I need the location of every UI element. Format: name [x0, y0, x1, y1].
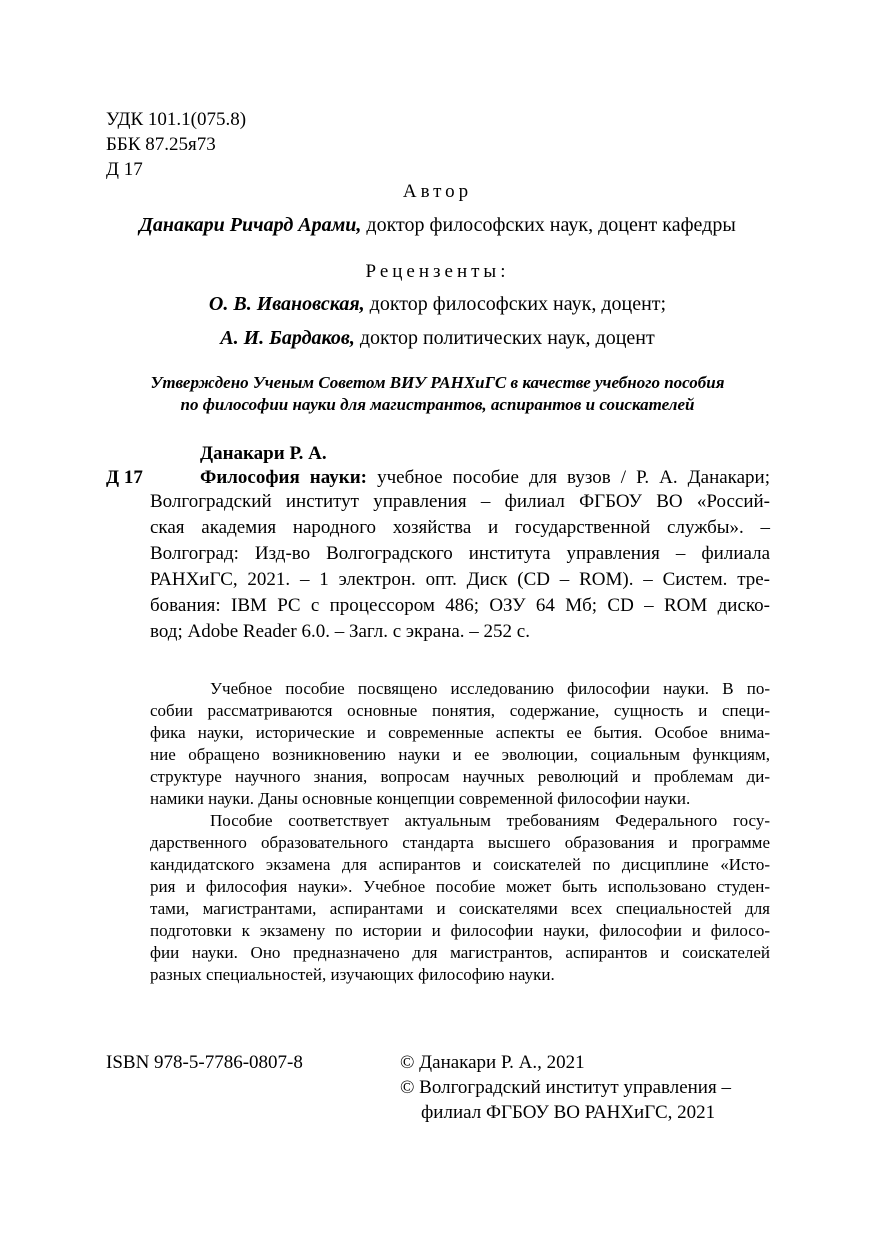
udk-code: УДК 101.1(075.8): [106, 109, 247, 130]
annotation-line: структуре научного знания, вопросам научных революций и проблемам ди-: [150, 767, 770, 786]
bib-line: РАНХиГС, 2021. – 1 электрон. опт. Диск (CD – ROM). – Систем. тре-: [150, 569, 770, 590]
reviewer-line-2: [0, 325, 875, 351]
bib-line: бования: IBM PC с процессором 486; ОЗУ 64 Мб; CD – ROM диско-: [150, 595, 770, 616]
annotation-line: разных специальностей, изучающих философию науки.: [150, 965, 555, 984]
isbn: ISBN 978-5-7786-0807-8: [106, 1052, 303, 1073]
bib-body: [150, 489, 770, 645]
bib-line: ская академия народного хозяйства и государственной службы». –: [150, 517, 770, 538]
reviewer-name-2: А. И. Бардаков,: [220, 327, 355, 349]
reviewer-title-1: доктор философских наук, доцент;: [364, 293, 667, 315]
author-name: Данакари Ричард Арами,: [139, 214, 362, 236]
annotation-line: собии рассматриваются основные понятия, содержание, сущность и специ-: [150, 701, 770, 720]
annotation-paragraph-2: [150, 810, 770, 986]
copyright-institute-line-1: © Волгоградский институт управления –: [400, 1077, 731, 1098]
reviewer-title-2: доктор политических наук, доцент: [354, 327, 655, 349]
copyright-author: © Данакари Р. А., 2021: [400, 1052, 585, 1073]
annotation-line: намики науки. Даны основные концепции современной философии науки.: [150, 789, 691, 808]
bbk-code: ББК 87.25я73: [106, 134, 216, 155]
annotation-line: фии науки. Оно предназначено для магистрантов, аспирантов и соискателей: [150, 943, 770, 962]
bib-code: Д 17: [106, 467, 143, 488]
annotation-line: фика науки, исторические и современные аспекты ее бытия. Особое внима-: [150, 723, 770, 742]
author-mark-code: Д 17: [106, 159, 143, 180]
bib-title: Философия науки:: [200, 467, 368, 488]
annotation-line: кандидатского экзамена для аспирантов и соискателей по дисциплине «Исто-: [150, 855, 770, 874]
annotation-line: Пособие соответствует актуальным требованиям Федерального госу-: [210, 811, 770, 830]
approval-line-1: Утверждено Ученым Советом ВИУ РАНХиГС в качестве учебного пособия: [150, 373, 725, 392]
bib-line: Волгоград: Изд-во Волгоградского института управления – филиала: [150, 543, 770, 564]
reviewer-name-1: О. В. Ивановская,: [208, 293, 365, 315]
author-heading: Автор: [402, 181, 473, 202]
author-line: [0, 212, 875, 238]
annotation-line: тами, магистрантами, аспирантами и соискателями всех специальностей для: [150, 899, 770, 918]
annotation-line: рия и философия науки». Учебное пособие может быть использовано студен-: [150, 877, 770, 896]
annotation-line: дарственного образовательного стандарта высшего образования и программе: [150, 833, 770, 852]
author-title: доктор философских наук, доцент кафедры: [361, 214, 736, 236]
copyright-institute-line-2: филиал ФГБОУ ВО РАНХиГС, 2021: [421, 1102, 716, 1123]
bib-first-line-rest: учебное пособие для вузов / Р. А. Данакари;: [367, 467, 771, 488]
annotation-line: подготовки к экзамену по истории и философии науки, философии и филосо-: [150, 921, 770, 940]
reviewer-line-1: [0, 291, 875, 317]
bib-first-line: [200, 465, 770, 491]
reviewers-heading: Рецензенты:: [365, 261, 510, 282]
annotation-line: ние обращено возникновению науки и ее эволюции, социальным функциям,: [150, 745, 770, 764]
bib-line: Волгоградский институт управления – филиал ФГБОУ ВО «Россий-: [150, 491, 770, 512]
bib-author: Данакари Р. А.: [200, 443, 327, 464]
approval-line-2: по философии науки для магистрантов, аспирантов и соискателей: [180, 395, 695, 414]
bib-line: вод; Adobe Reader 6.0. – Загл. с экрана. – 252 с.: [150, 621, 530, 642]
annotation-paragraph-1: [150, 678, 770, 810]
annotation-line: Учебное пособие посвящено исследованию философии науки. В по-: [210, 679, 770, 698]
